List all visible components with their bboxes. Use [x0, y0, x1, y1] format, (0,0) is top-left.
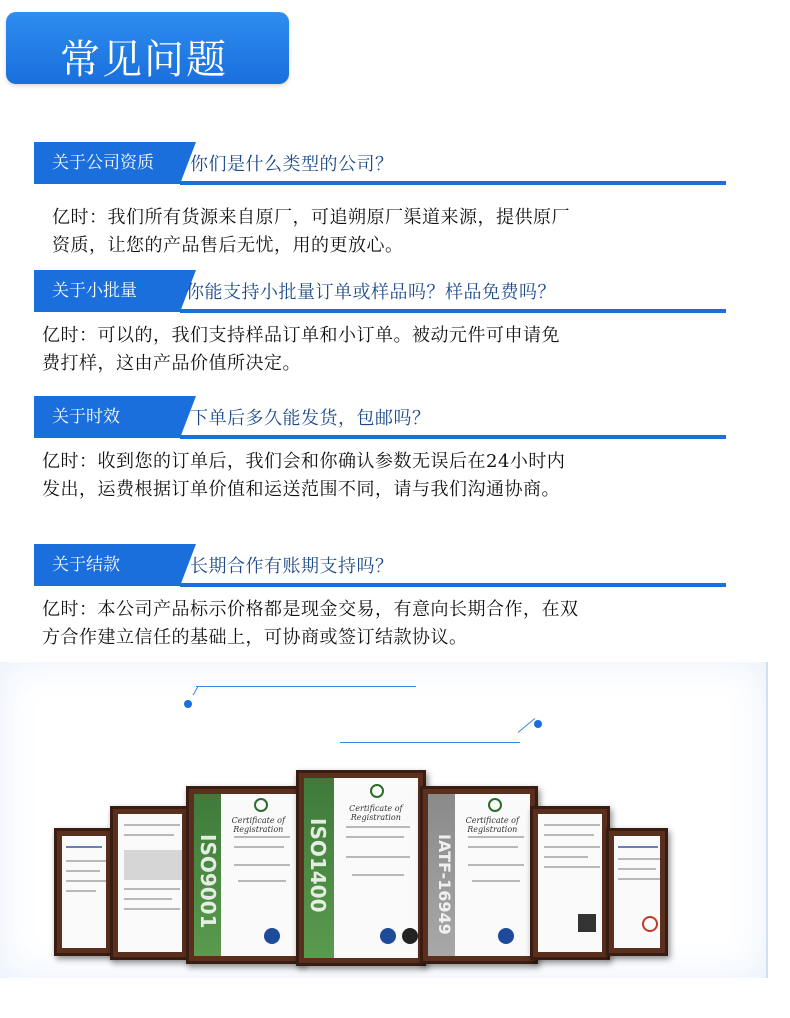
certification-logo-icon: [488, 798, 502, 812]
certificates-panel: [0, 662, 768, 978]
faq-tag-timing: 关于时效: [34, 396, 180, 438]
text-line: [618, 878, 660, 880]
faq-answer-small-batch: [42, 322, 560, 378]
certificate-paper: [304, 778, 418, 958]
text-line: [544, 824, 600, 826]
seal-icon: [402, 928, 418, 944]
certificate-paper: [118, 814, 182, 952]
text-line: [472, 880, 520, 882]
decor-line: [518, 718, 535, 733]
text-line: [544, 846, 600, 848]
certificate-frame: [54, 828, 114, 956]
answer-line: 资质，让您的产品售后无忧，用的更放心。: [52, 235, 404, 256]
answer-line: 亿时：收到您的订单后，我们会和你确认参数无误后在24小时内: [42, 451, 566, 472]
text-line: [544, 834, 594, 836]
certificate-frame-iso1400: [296, 770, 426, 966]
answer-line: 发出，运费根据订单价值和运送范围不同，请与我们沟通协商。: [42, 479, 560, 500]
certification-logo-icon: [370, 784, 384, 798]
faq-divider: [180, 309, 726, 313]
certificate-title: Certificate of Registration: [349, 804, 403, 822]
answer-line: 费打样，这由产品价值所决定。: [42, 353, 301, 374]
decor-line: [340, 742, 520, 743]
text-line: [468, 846, 518, 848]
seal-icon: [380, 928, 396, 944]
certificate-label: IATF-16949: [435, 834, 454, 935]
certificate-paper: [538, 814, 602, 952]
text-line: [124, 898, 172, 900]
faq-answer-timing: [42, 448, 565, 504]
text-line: [618, 846, 658, 848]
certificate-paper: [614, 836, 660, 948]
text-line: [66, 880, 106, 882]
faq-divider: [180, 181, 726, 185]
certificate-frame: [110, 806, 190, 960]
certificate-frame: [530, 806, 610, 960]
text-line: [544, 856, 588, 858]
text-line: [234, 864, 290, 866]
stamp-icon: [642, 916, 658, 932]
text-line: [468, 864, 524, 866]
text-line: [468, 836, 524, 838]
text-line: [618, 868, 656, 870]
decor-line: [196, 686, 416, 687]
text-line: [238, 880, 286, 882]
faq-question-company: 你们是什么类型的公司？: [190, 154, 394, 175]
certificate-label: ISO9001: [196, 834, 220, 929]
answer-line: 亿时：我们所有货源来自原厂，可追朔原厂渠道来源，提供原厂: [52, 207, 570, 228]
certificate-frame: [606, 828, 668, 956]
certificate-paper: [194, 794, 296, 956]
faq-tag-company: 关于公司资质: [34, 142, 180, 184]
text-line: [124, 824, 180, 826]
text-line: [346, 826, 410, 828]
text-line: [234, 836, 290, 838]
certification-logo-icon: [254, 798, 268, 812]
header-tab: [6, 12, 289, 84]
answer-line: 亿时：可以的，我们支持样品订单和小订单。被动元件可申请免: [42, 325, 560, 346]
faq-divider: [180, 583, 726, 587]
text-line: [66, 890, 96, 892]
answer-line: 方合作建立信任的基础上，可协商或签订结款协议。: [42, 627, 468, 648]
faq-divider: [180, 435, 726, 439]
certificate-label: ISO1400: [306, 818, 330, 913]
text-line: [66, 870, 100, 872]
certificate-frame-iso9001: [186, 786, 304, 964]
faq-answer-payment: [42, 596, 579, 652]
decor-dot: [534, 720, 542, 728]
table-block: [124, 850, 182, 880]
text-line: [124, 888, 180, 890]
text-line: [234, 846, 284, 848]
seal-icon: [498, 928, 514, 944]
seal-icon: [264, 928, 280, 944]
certificate-title: Certificate of Registration: [465, 816, 519, 834]
faq-tag-small-batch: 关于小批量: [34, 270, 180, 312]
faq-question-small-batch: 你能支持小批量订单或样品吗？样品免费吗？: [186, 282, 556, 303]
page-title: 常见问题: [60, 37, 228, 83]
qr-code-icon: [578, 914, 596, 932]
faq-answer-company: [52, 204, 570, 260]
text-line: [66, 846, 102, 848]
certificate-paper: [428, 794, 530, 956]
text-line: [124, 908, 180, 910]
certificate-paper: [62, 836, 106, 948]
text-line: [66, 860, 106, 862]
faq-tag-payment: 关于结款: [34, 544, 180, 586]
certificate-frame-iatf16949: [420, 786, 538, 964]
text-line: [346, 856, 410, 858]
text-line: [346, 836, 404, 838]
decor-dot: [184, 700, 192, 708]
text-line: [544, 866, 600, 868]
faq-question-payment: 长期合作有账期支持吗？: [190, 556, 394, 577]
certificate-title: Certificate of Registration: [231, 816, 285, 834]
text-line: [124, 834, 174, 836]
text-line: [352, 874, 404, 876]
text-line: [618, 858, 660, 860]
decor-line: [193, 686, 199, 695]
answer-line: 亿时：本公司产品标示价格都是现金交易，有意向长期合作，在双: [42, 599, 579, 620]
faq-question-timing: 下单后多久能发货，包邮吗？: [190, 408, 431, 429]
